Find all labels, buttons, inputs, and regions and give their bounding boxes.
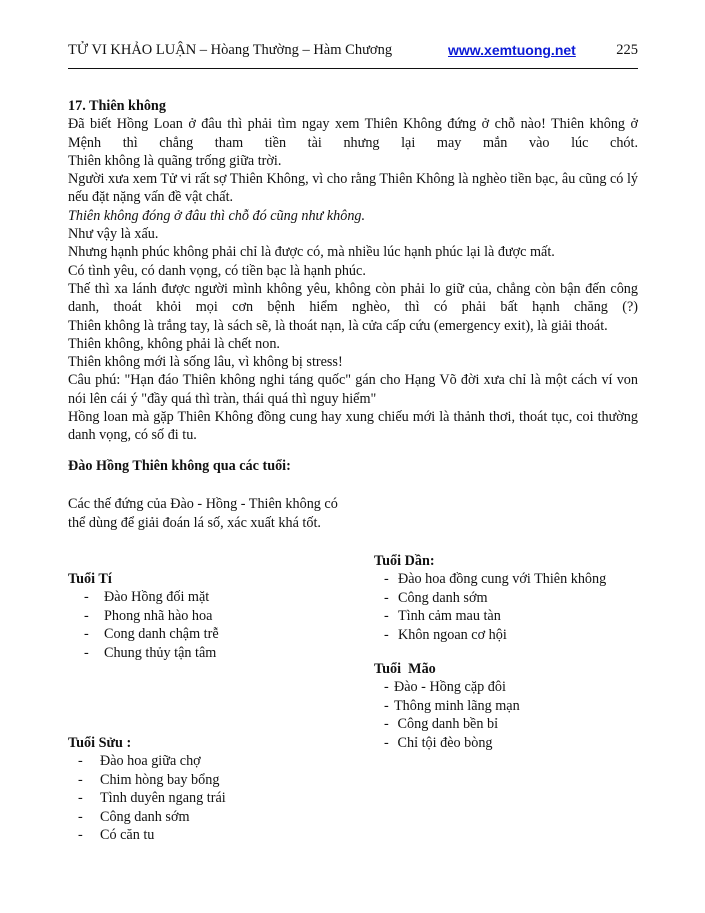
- ages-intro: Các thế đứng của Đào - Hồng - Thiên không có thể dùng để giải đoán lá số, xác xuất khá tốt.: [68, 496, 338, 531]
- list-item: - Chim hòng bay bổng: [78, 771, 220, 788]
- list-item: - Tình duyên ngang trái: [78, 790, 226, 807]
- list-item: - Đào hoa giữa chợ: [78, 753, 201, 770]
- paragraph-line: Nhưng hạnh phúc không phải chỉ là được có, mà nhiều lúc hạnh phúc lại là được mất.: [68, 244, 555, 261]
- running-title: TỬ VI KHẢO LUẬN – Hòang Thường – Hàm Chương: [68, 42, 393, 58]
- paragraph-line: Như vậy là xấu.: [68, 226, 159, 243]
- paragraph-line: Thiên không là quãng trống giữa trời.: [68, 152, 282, 169]
- list-item: - Phong nhã hào hoa: [84, 607, 213, 624]
- website-link[interactable]: www.xemtuong.net: [448, 42, 576, 58]
- list-item: - Công danh bền bỉ: [384, 716, 499, 733]
- list-item: - Đào Hồng đối mặt: [84, 589, 210, 606]
- group-title: Tuổi Tí: [68, 571, 112, 587]
- paragraph-line: Thiên không mới là sống lâu, vì không bị stress!: [68, 354, 343, 371]
- paragraph-line: Đã biết Hồng Loan ở đâu thì phải tìm ngay xem Thiên Không đứng ở chỗ nào! Thiên không ở: [68, 116, 638, 133]
- list-item: - Công danh sớm: [78, 808, 190, 825]
- italic-quote: Thiên không đóng ở đâu thì chỗ đó cũng như không.: [68, 207, 366, 224]
- paragraph: Câu phú: "Hạn đáo Thiên không nghi táng quốc" gán cho Hạng Võ đời xưa chỉ là một cách ví von nói lên cái ý "đầy quá thì tràn, thái quá thì nguy hiểm": [68, 372, 638, 407]
- group-tuoi-ti: [68, 570, 219, 662]
- group-tuoi-suu: [68, 734, 226, 844]
- list-item: - Khôn ngoan cơ hội: [384, 626, 507, 643]
- group-title: Tuổi Mão: [374, 661, 436, 677]
- paragraph-line: Thiên không, không phải là chết non.: [68, 335, 280, 352]
- list-item: - Đào - Hồng cặp đôi: [384, 679, 506, 696]
- paragraph: Hồng loan mà gặp Thiên Không đồng cung hay xung chiếu mới là thảnh thơi, thoát tục, coi thường danh vọng, có số đi tu.: [68, 409, 638, 444]
- list-item: - Cong danh chậm trễ: [84, 626, 219, 643]
- list-item: - Tình cảm mau tàn: [384, 608, 501, 625]
- list-item: - Chung thủy tận tâm: [84, 644, 217, 661]
- paragraph-line: Có tình yêu, có danh vọng, có tiền bạc là hạnh phúc.: [68, 262, 366, 279]
- paragraph-line: Thế thì xa lánh được người mình không yêu, không còn phải lo giữ của, chẳng còn bận đến công: [68, 280, 638, 297]
- header-rule: [68, 68, 638, 69]
- page-number: 225: [616, 42, 638, 58]
- list-item: - Có căn tu: [78, 827, 155, 844]
- group-title: Tuổi Sửu :: [68, 735, 132, 751]
- paragraph-line: danh, thoát khỏi mọi cơn bệnh hiểm nghèo, thì có phải bất hạnh chăng (?): [68, 299, 638, 316]
- paragraph-line: Thiên không là trắng tay, là sách sẽ, là thoát nạn, là cửa cấp cứu (emergency exit), là giải thoát.: [68, 317, 608, 334]
- list-item: - Đào hoa đồng cung với Thiên không: [384, 571, 607, 588]
- ages-heading: Đào Hồng Thiên không qua các tuổi:: [68, 458, 291, 474]
- group-title: Tuổi Dần:: [374, 553, 435, 569]
- section-heading: 17. Thiên không: [68, 98, 166, 114]
- paragraph: Người xưa xem Tử vi rất sợ Thiên Không, vì cho rằng Thiên Không là nghèo tiền bạc, âu cũng có lý nếu đặt nặng vấn đề vật chất.: [68, 171, 638, 206]
- paragraph-line: Mệnh thì chẳng tham tiền tài nhưng lại may mắn vào lúc chót.: [68, 134, 638, 151]
- list-item: - Công danh sớm: [384, 589, 488, 606]
- page-header: [68, 40, 638, 64]
- section-body: [68, 97, 638, 445]
- group-tuoi-mao: [374, 660, 520, 752]
- list-item: - Chỉ tội đèo bòng: [384, 734, 493, 751]
- group-tuoi-dan: [374, 552, 606, 644]
- list-item: - Thông minh lãng mạn: [384, 697, 520, 714]
